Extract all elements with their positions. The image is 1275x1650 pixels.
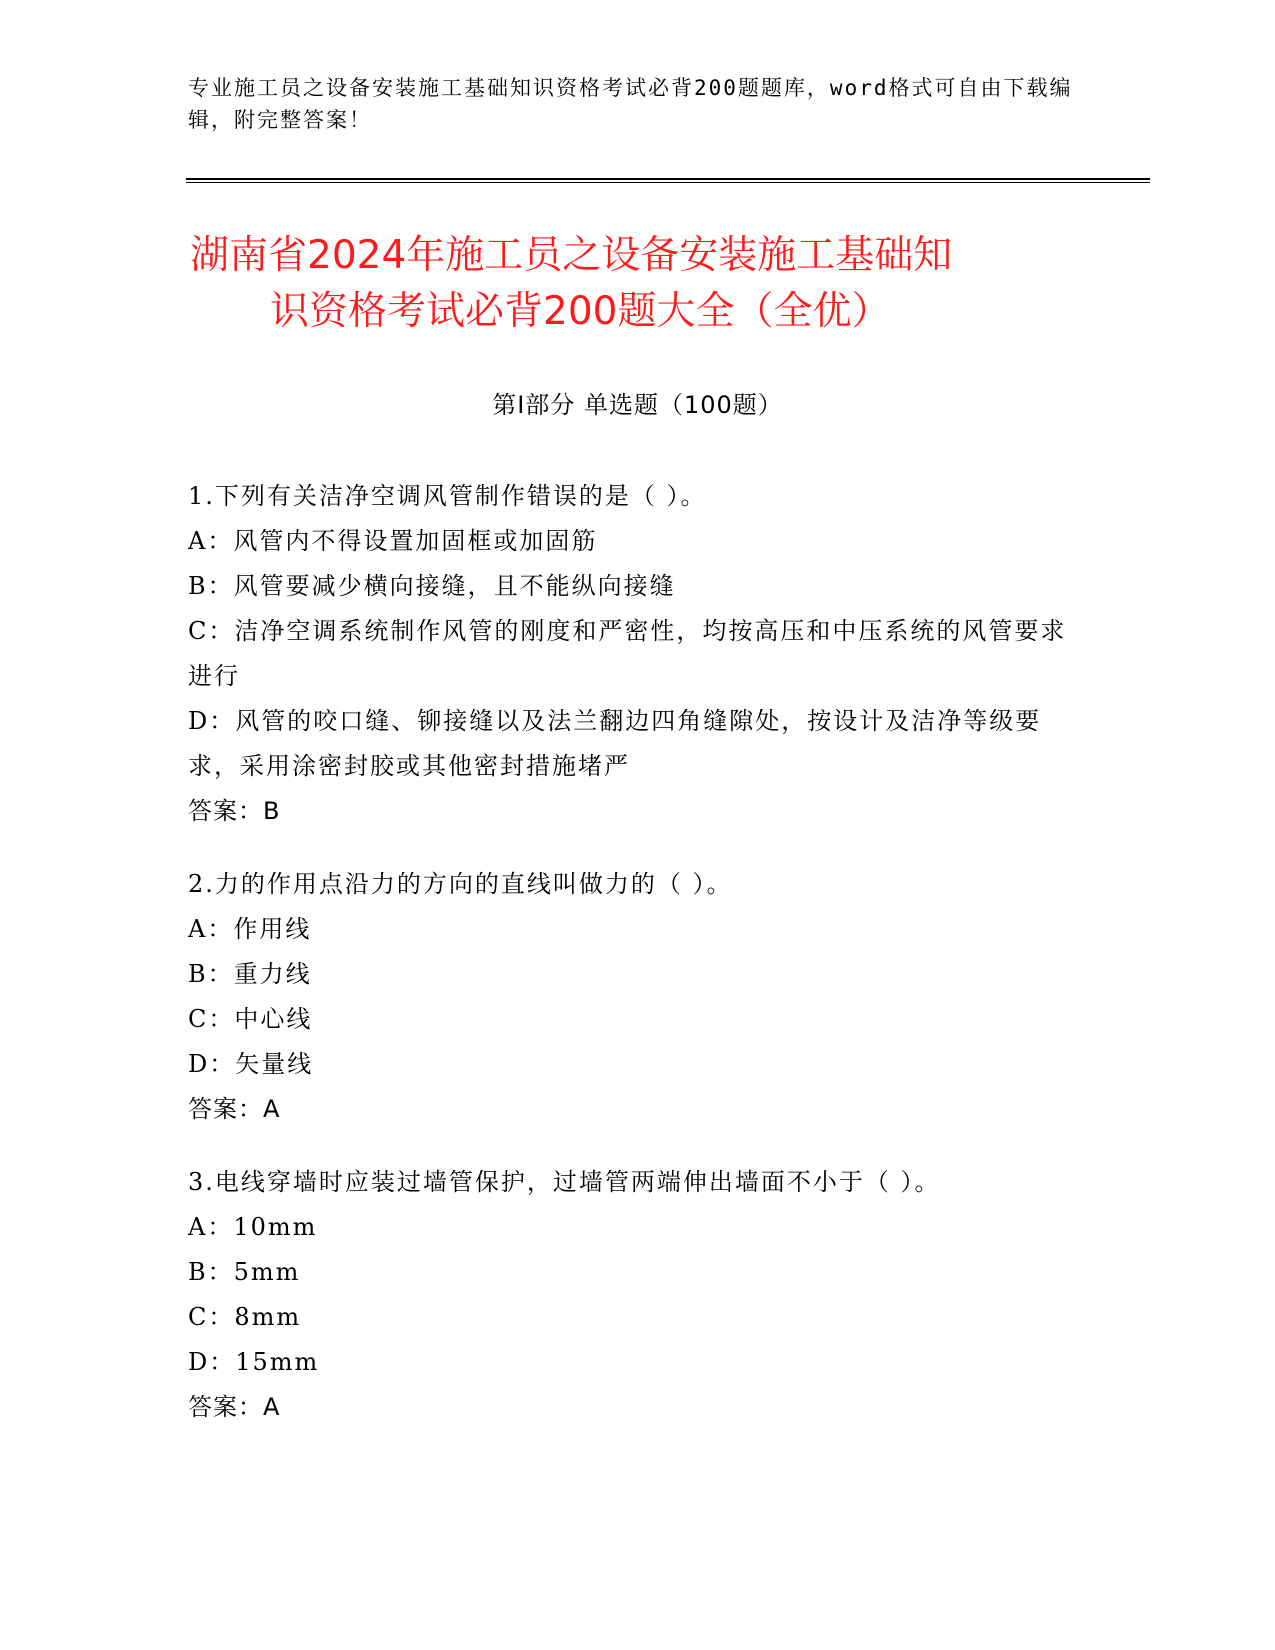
answer: 答案：B <box>188 797 281 825</box>
answer: 答案：A <box>188 1095 281 1123</box>
question-stem: 1.下列有关洁净空调风管制作错误的是（ ）。 <box>188 482 707 510</box>
question-list <box>188 474 1088 1458</box>
question-2 <box>188 862 1088 1132</box>
document-title <box>160 228 1120 340</box>
option-d: D：矢量线 <box>188 1050 314 1078</box>
option-b: B：5mm <box>188 1258 301 1286</box>
option-d: D：风管的咬口缝、铆接缝以及法兰翻边四角缝隙处，按设计及洁净等级要求，采用涂密封胶或其他密封措施堵严 <box>188 707 1042 780</box>
option-a: A：作用线 <box>188 915 312 943</box>
option-a: A：10mm <box>188 1213 318 1241</box>
question-1 <box>188 474 1088 834</box>
document-title-line-2: 识资格考试必背200题大全（全优） <box>270 289 891 334</box>
section-title: 第Ⅰ部分 单选题（100题） <box>492 391 783 419</box>
question-3 <box>188 1160 1088 1430</box>
question-stem: 2.力的作用点沿力的方向的直线叫做力的（ ）。 <box>188 870 733 898</box>
option-c: C：8mm <box>188 1303 302 1331</box>
option-d: D：15mm <box>188 1348 320 1376</box>
document-title-line-1: 湖南省2024年施工员之设备安装施工基础知 <box>190 233 953 278</box>
answer: 答案：A <box>188 1393 281 1421</box>
header-note: 专业施工员之设备安装施工基础知识资格考试必背200题题库，word格式可自由下载编辑，附完整答案！ <box>188 76 1073 132</box>
option-c: C：洁净空调系统制作风管的刚度和严密性，均按高压和中压系统的风管要求进行 <box>188 617 1067 690</box>
header-divider-thick <box>186 178 1150 180</box>
option-b: B：风管要减少横向接缝，且不能纵向接缝 <box>188 572 676 600</box>
option-b: B：重力线 <box>188 960 312 988</box>
question-stem: 3.电线穿墙时应装过墙管保护，过墙管两端伸出墙面不小于（ ）。 <box>188 1168 941 1196</box>
option-c: C：中心线 <box>188 1005 313 1033</box>
option-a: A：风管内不得设置加固框或加固筋 <box>188 527 598 555</box>
header-divider-thin <box>186 182 1150 183</box>
